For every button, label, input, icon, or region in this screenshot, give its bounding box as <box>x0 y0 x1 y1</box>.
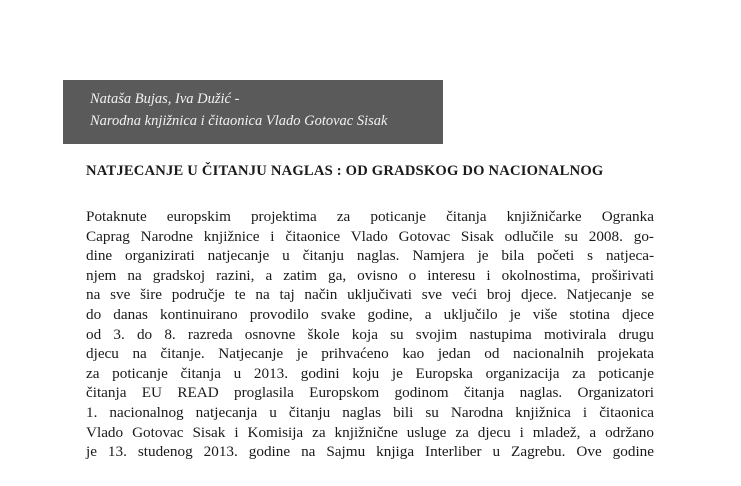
body-line: za poticanje čitanja u 2013. godini koju je Europska organizacija za poticanje <box>86 364 654 382</box>
body-line: 1. nacionalnog natjecanja u čitanju naglas bili su Narodna knjižnica i čitaonica <box>86 403 654 421</box>
article-title: NATJECANJE U ČITANJU NAGLAS : OD GRADSKOG DO NACIONALNOG <box>86 163 604 179</box>
body-line: je 13. studenog 2013. godine na Sajmu knjiga Interliber u Zagrebu. Ove godine <box>86 443 654 461</box>
article-body <box>86 207 654 462</box>
body-line: od 3. do 8. razreda osnovne škole koja su svojim nastupima motivirala drugu <box>86 325 654 343</box>
author-affiliation: Narodna knjižnica i čitaonica Vlado Gotovac Sisak <box>90 113 388 129</box>
author-box <box>63 80 443 144</box>
body-line: dine organizirati natjecanje u čitanju naglas. Namjera je bila početi s natjeca- <box>86 247 654 265</box>
body-line: čitanja EU READ proglasila Europskom godinom čitanja naglas. Organizatori <box>86 384 654 402</box>
body-line: Vlado Gotovac Sisak i Komisija za knjižnične usluge za djecu i mladež, a održano <box>86 423 654 441</box>
body-line: njem na gradskoj razini, a zatim ga, ovisno o interesu i okolnostima, proširivati <box>86 266 654 284</box>
author-names: Nataša Bujas, Iva Dužić - <box>90 91 240 107</box>
body-line: djecu na čitanje. Natjecanje je prihvaćeno kao jedan od nacionalnih projekata <box>86 345 654 363</box>
body-line: do danas kontinuirano provodilo svake godine, a uključilo je više stotina djece <box>86 305 654 323</box>
body-line: Potaknute europskim projektima za poticanje čitanja knjižničarke Ogranka <box>86 208 654 225</box>
body-line: Caprag Narodne knjižnice i čitaonice Vlado Gotovac Sisak odlučile su 2008. go- <box>86 227 654 245</box>
body-line: na sve šire područje te na taj način uključivati sve veći broj djece. Natjecanje se <box>86 286 654 304</box>
